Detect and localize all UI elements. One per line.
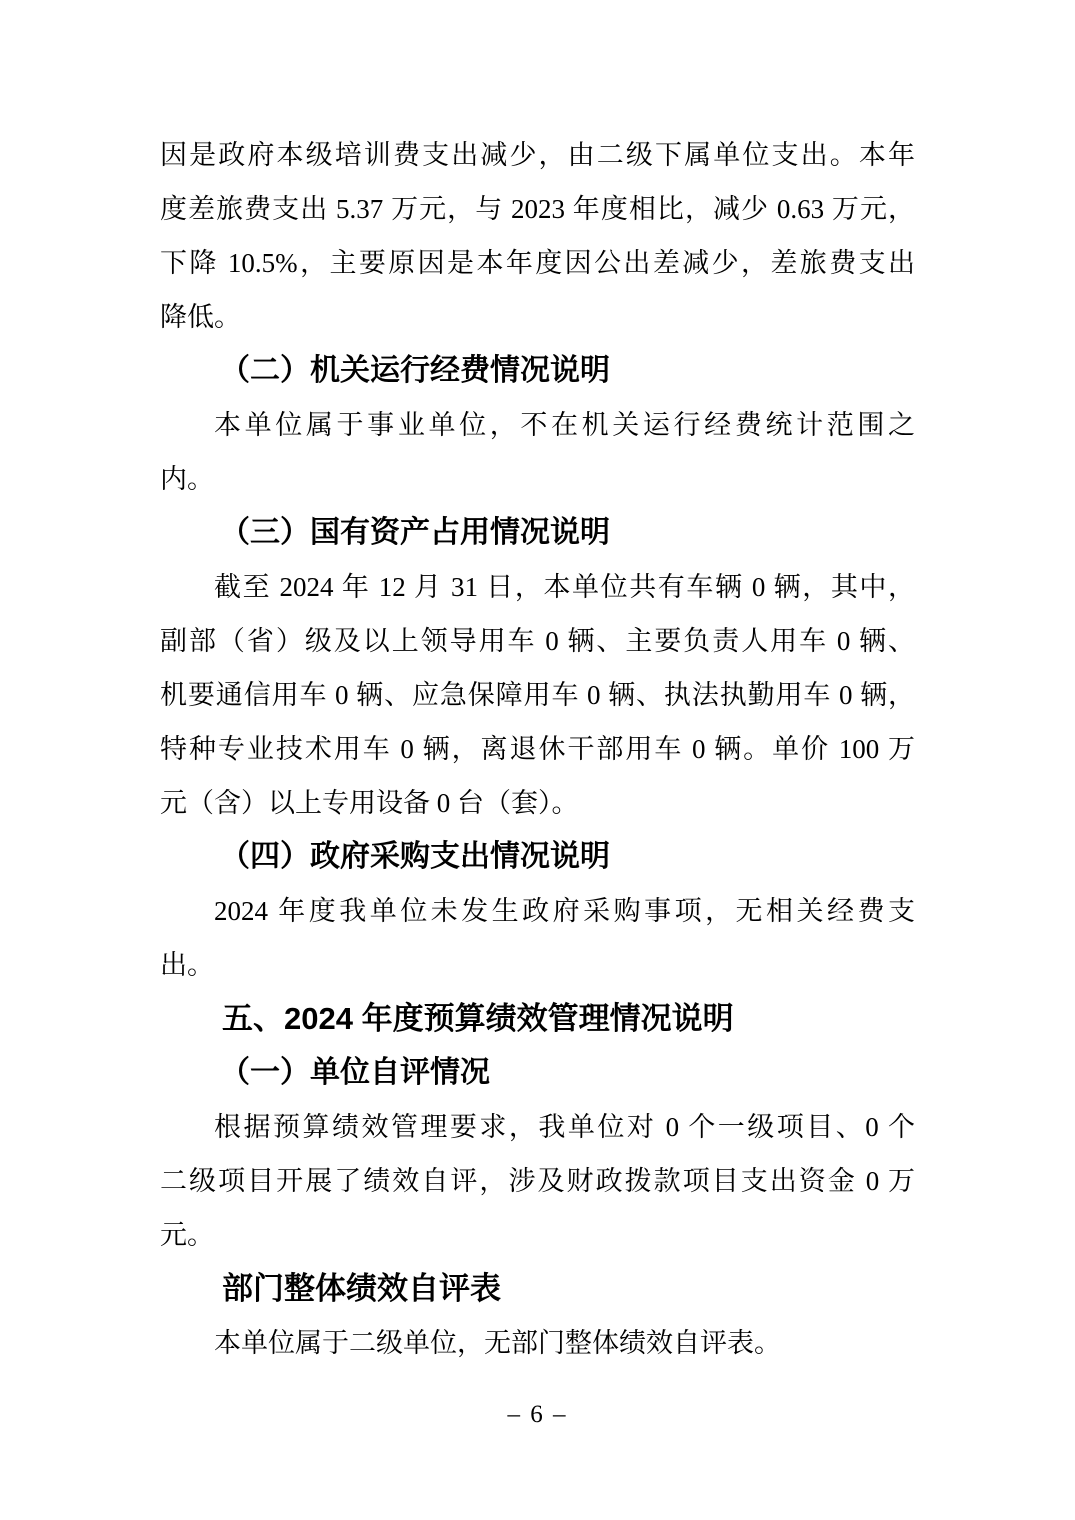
body-line: 机要通信用车 0 辆、应急保障用车 0 辆、执法执勤用车 0 辆， [160, 680, 915, 710]
body-line: 内。 [160, 464, 214, 494]
heading-state-owned-assets: （三）国有资产占用情况说明 [220, 516, 610, 549]
body-line: 根据预算绩效管理要求，我单位对 0 个一级项目、0 个 [214, 1112, 915, 1142]
body-line: 出。 [160, 950, 214, 980]
body-line: 副部（省）级及以上领导用车 0 辆、主要负责人用车 0 辆、 [160, 626, 915, 656]
body-line: 降低。 [160, 302, 241, 332]
body-line: 本单位属于事业单位，不在机关运行经费统计范围之 [214, 410, 915, 440]
page-number: – 6 – [507, 1401, 568, 1428]
body-line: 度差旅费支出 5.37 万元，与 2023 年度相比，减少 0.63 万元， [160, 194, 915, 224]
heading-unit-self-evaluation: （一）单位自评情况 [220, 1056, 490, 1089]
body-line: 下降 10.5%，主要原因是本年度因公出差减少，差旅费支出 [160, 248, 915, 278]
document-body [160, 128, 915, 1370]
body-line: 元。 [160, 1220, 214, 1250]
body-line: 截至 2024 年 12 月 31 日，本单位共有车辆 0 辆，其中， [214, 572, 915, 602]
heading-department-performance-table: 部门整体绩效自评表 [222, 1271, 501, 1306]
body-line: 2024 年度我单位未发生政府采购事项，无相关经费支 [214, 896, 915, 926]
heading-organ-operating-expenses: （二）机关运行经费情况说明 [220, 354, 610, 387]
body-line: 本单位属于二级单位，无部门整体绩效自评表。 [214, 1328, 781, 1358]
body-line: 二级项目开展了绩效自评，涉及财政拨款项目支出资金 0 万 [160, 1166, 915, 1196]
body-line: 因是政府本级培训费支出减少，由二级下属单位支出。本年 [160, 140, 915, 170]
body-line: 元（含）以上专用设备 0 台（套）。 [160, 788, 579, 818]
heading-government-procurement: （四）政府采购支出情况说明 [220, 840, 610, 873]
body-line: 特种专业技术用车 0 辆，离退休干部用车 0 辆。单价 100 万 [160, 734, 915, 764]
heading-budget-performance-management: 五、2024 年度预算绩效管理情况说明 [222, 1001, 734, 1036]
